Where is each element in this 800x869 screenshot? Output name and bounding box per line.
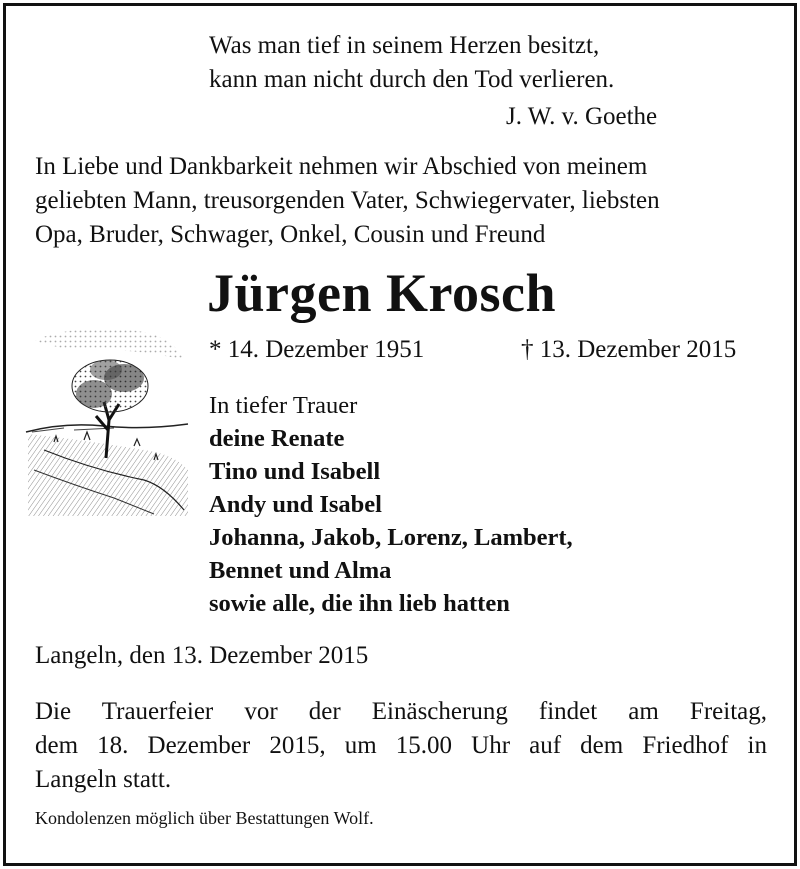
- death-date: † 13. Dezember 2015: [521, 336, 737, 363]
- intro-line-3: Opa, Bruder, Schwager, Onkel, Cousin und Freund: [35, 221, 546, 248]
- service-line-3: Langeln statt.: [35, 766, 172, 793]
- quote-author: J. W. v. Goethe: [506, 103, 658, 130]
- birth-date: * 14. Dezember 1951: [209, 336, 425, 363]
- mourner-line-2: Tino und Isabell: [209, 458, 381, 485]
- quote-line-2: kann man nicht durch den Tod verlieren.: [209, 66, 615, 93]
- condolences-note: Kondolenzen möglich über Bestattungen Wolf.: [35, 808, 374, 828]
- intro-line-2: geliebten Mann, treusorgenden Vater, Schwiegervater, liebsten: [35, 187, 660, 214]
- place-date: Langeln, den 13. Dezember 2015: [35, 642, 369, 669]
- tree-landscape-icon: [24, 320, 190, 516]
- deceased-name: Jürgen Krosch: [207, 263, 557, 323]
- mourner-line-3: Andy und Isabel: [209, 491, 382, 518]
- mourner-line-4: Johanna, Jakob, Lorenz, Lambert,: [209, 524, 573, 551]
- mourner-line-5: Bennet und Alma: [209, 557, 392, 584]
- mourners-heading: In tiefer Trauer: [209, 392, 358, 419]
- intro-line-1: In Liebe und Dankbarkeit nehmen wir Abschied von meinem: [35, 153, 648, 180]
- quote-line-1: Was man tief in seinem Herzen besitzt,: [209, 32, 600, 59]
- mourner-line-1: deine Renate: [209, 425, 345, 452]
- service-line-2: dem 18. Dezember 2015, um 15.00 Uhr auf dem Friedhof in: [35, 732, 767, 759]
- service-line-1: Die Trauerfeier vor der Einäscherung findet am Freitag,: [35, 698, 767, 725]
- mourner-line-6: sowie alle, die ihn lieb hatten: [209, 590, 510, 617]
